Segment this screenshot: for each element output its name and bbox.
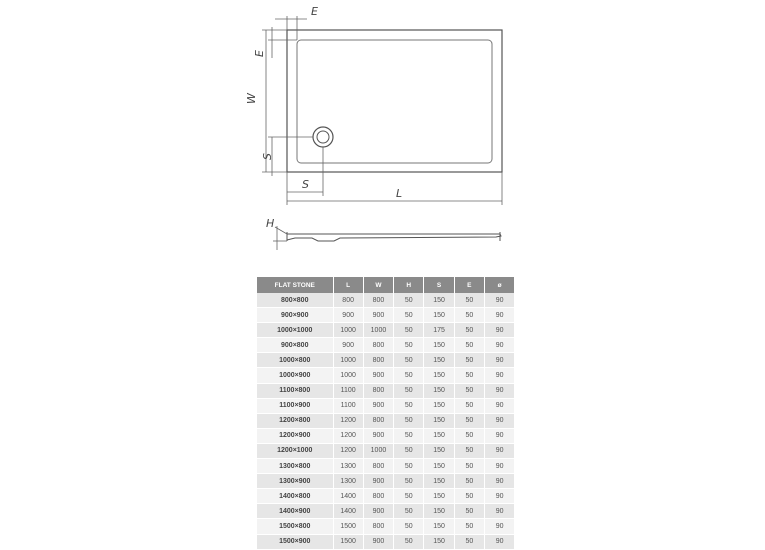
dimension-l xyxy=(287,172,502,205)
cell-model: 1100×900 xyxy=(257,398,333,413)
cell-w: 900 xyxy=(363,308,393,323)
cell-model: 1400×900 xyxy=(257,504,333,519)
table-row xyxy=(257,293,515,308)
table-row xyxy=(257,504,515,519)
dimension-s-bottom xyxy=(287,147,323,205)
cell-s: 150 xyxy=(424,293,454,308)
cell-diameter: 90 xyxy=(484,308,514,323)
cell-l: 1500 xyxy=(333,519,363,534)
cell-diameter: 90 xyxy=(484,443,514,458)
cell-h: 50 xyxy=(394,443,424,458)
cell-model: 1400×800 xyxy=(257,489,333,504)
header-w: W xyxy=(363,277,393,293)
dimension-e-top xyxy=(275,16,307,40)
cell-h: 50 xyxy=(394,383,424,398)
table-row xyxy=(257,338,515,353)
cell-w: 800 xyxy=(363,489,393,504)
cell-w: 900 xyxy=(363,534,393,549)
table-row xyxy=(257,368,515,383)
cell-h: 50 xyxy=(394,519,424,534)
cell-e: 50 xyxy=(454,534,484,549)
label-h: H xyxy=(266,217,275,230)
dimension-h xyxy=(273,226,287,250)
cell-l: 1100 xyxy=(333,383,363,398)
cell-s: 150 xyxy=(424,504,454,519)
tray-side-view xyxy=(287,232,501,241)
table-row xyxy=(257,383,515,398)
cell-l: 1000 xyxy=(333,368,363,383)
cell-h: 50 xyxy=(394,413,424,428)
cell-l: 1300 xyxy=(333,474,363,489)
cell-l: 900 xyxy=(333,308,363,323)
cell-h: 50 xyxy=(394,308,424,323)
cell-e: 50 xyxy=(454,474,484,489)
cell-model: 1100×800 xyxy=(257,383,333,398)
table-row xyxy=(257,443,515,458)
cell-h: 50 xyxy=(394,428,424,443)
cell-l: 1200 xyxy=(333,428,363,443)
tray-outer-outline xyxy=(287,30,502,172)
dimensions-table xyxy=(257,277,515,550)
cell-w: 1000 xyxy=(363,443,393,458)
cell-diameter: 90 xyxy=(484,398,514,413)
cell-l: 900 xyxy=(333,338,363,353)
cell-w: 900 xyxy=(363,428,393,443)
cell-e: 50 xyxy=(454,443,484,458)
cell-s: 150 xyxy=(424,413,454,428)
cell-model: 900×900 xyxy=(257,308,333,323)
label-w: W xyxy=(245,93,258,104)
cell-diameter: 90 xyxy=(484,519,514,534)
cell-w: 1000 xyxy=(363,323,393,338)
cell-diameter: 90 xyxy=(484,338,514,353)
cell-model: 1200×900 xyxy=(257,428,333,443)
cell-h: 50 xyxy=(394,474,424,489)
cell-l: 800 xyxy=(333,293,363,308)
label-e-side: E xyxy=(253,50,266,57)
cell-diameter: 90 xyxy=(484,489,514,504)
cell-s: 150 xyxy=(424,338,454,353)
cell-w: 800 xyxy=(363,459,393,474)
drain-inner-circle xyxy=(317,131,329,143)
cell-h: 50 xyxy=(394,459,424,474)
cell-s: 150 xyxy=(424,368,454,383)
cell-diameter: 90 xyxy=(484,504,514,519)
cell-diameter: 90 xyxy=(484,368,514,383)
cell-s: 150 xyxy=(424,428,454,443)
cell-s: 150 xyxy=(424,308,454,323)
cell-l: 1100 xyxy=(333,398,363,413)
cell-w: 900 xyxy=(363,474,393,489)
cell-l: 1500 xyxy=(333,534,363,549)
cell-w: 900 xyxy=(363,504,393,519)
label-s-side: S xyxy=(261,153,274,160)
cell-w: 800 xyxy=(363,519,393,534)
cell-w: 800 xyxy=(363,383,393,398)
header-e: E xyxy=(454,277,484,293)
cell-e: 50 xyxy=(454,459,484,474)
cell-h: 50 xyxy=(394,489,424,504)
cell-w: 900 xyxy=(363,368,393,383)
cell-model: 800×800 xyxy=(257,293,333,308)
cell-diameter: 90 xyxy=(484,428,514,443)
cell-e: 50 xyxy=(454,398,484,413)
header-h: H xyxy=(394,277,424,293)
cell-model: 1300×800 xyxy=(257,459,333,474)
cell-w: 800 xyxy=(363,293,393,308)
cell-h: 50 xyxy=(394,504,424,519)
table-row xyxy=(257,413,515,428)
label-s-bottom: S xyxy=(302,178,309,191)
table-row xyxy=(257,519,515,534)
cell-diameter: 90 xyxy=(484,413,514,428)
table-row xyxy=(257,489,515,504)
cell-e: 50 xyxy=(454,504,484,519)
table-row xyxy=(257,398,515,413)
label-l: L xyxy=(396,187,403,200)
cell-diameter: 90 xyxy=(484,353,514,368)
cell-w: 900 xyxy=(363,398,393,413)
header-model: FLAT STONE xyxy=(257,277,333,293)
cell-diameter: 90 xyxy=(484,534,514,549)
cell-diameter: 90 xyxy=(484,323,514,338)
cell-l: 1400 xyxy=(333,489,363,504)
cell-e: 50 xyxy=(454,353,484,368)
cell-s: 150 xyxy=(424,534,454,549)
cell-s: 150 xyxy=(424,474,454,489)
cell-e: 50 xyxy=(454,413,484,428)
table-row xyxy=(257,353,515,368)
cell-model: 1000×1000 xyxy=(257,323,333,338)
cell-l: 1000 xyxy=(333,353,363,368)
header-l: L xyxy=(333,277,363,293)
cell-h: 50 xyxy=(394,353,424,368)
table-header-row xyxy=(257,277,515,293)
cell-model: 1300×900 xyxy=(257,474,333,489)
cell-diameter: 90 xyxy=(484,293,514,308)
cell-model: 1200×1000 xyxy=(257,443,333,458)
cell-model: 900×800 xyxy=(257,338,333,353)
cell-s: 175 xyxy=(424,323,454,338)
cell-e: 50 xyxy=(454,323,484,338)
cell-w: 800 xyxy=(363,413,393,428)
cell-s: 150 xyxy=(424,443,454,458)
cell-e: 50 xyxy=(454,293,484,308)
drain-outer-circle xyxy=(313,127,333,147)
cell-h: 50 xyxy=(394,534,424,549)
cell-h: 50 xyxy=(394,293,424,308)
cell-e: 50 xyxy=(454,308,484,323)
cell-diameter: 90 xyxy=(484,383,514,398)
cell-e: 50 xyxy=(454,338,484,353)
table-row xyxy=(257,323,515,338)
cell-w: 800 xyxy=(363,338,393,353)
cell-l: 1000 xyxy=(333,323,363,338)
cell-l: 1400 xyxy=(333,504,363,519)
cell-e: 50 xyxy=(454,489,484,504)
cell-s: 150 xyxy=(424,489,454,504)
cell-h: 50 xyxy=(394,323,424,338)
cell-l: 1200 xyxy=(333,443,363,458)
cell-e: 50 xyxy=(454,428,484,443)
cell-model: 1500×900 xyxy=(257,534,333,549)
cell-l: 1300 xyxy=(333,459,363,474)
shower-tray-drawing xyxy=(0,0,765,270)
table-row xyxy=(257,534,515,549)
label-e-top: E xyxy=(311,5,318,18)
cell-model: 1000×900 xyxy=(257,368,333,383)
cell-model: 1500×800 xyxy=(257,519,333,534)
cell-h: 50 xyxy=(394,338,424,353)
cell-h: 50 xyxy=(394,368,424,383)
cell-s: 150 xyxy=(424,398,454,413)
cell-h: 50 xyxy=(394,398,424,413)
header-diameter: ø xyxy=(484,277,514,293)
cell-s: 150 xyxy=(424,353,454,368)
table-row xyxy=(257,459,515,474)
cell-l: 1200 xyxy=(333,413,363,428)
table-body xyxy=(257,293,515,549)
cell-s: 150 xyxy=(424,459,454,474)
cell-diameter: 90 xyxy=(484,474,514,489)
cell-w: 800 xyxy=(363,353,393,368)
cell-e: 50 xyxy=(454,368,484,383)
cell-e: 50 xyxy=(454,519,484,534)
table-row xyxy=(257,308,515,323)
cell-s: 150 xyxy=(424,383,454,398)
cell-e: 50 xyxy=(454,383,484,398)
table-row xyxy=(257,474,515,489)
tray-inner-outline xyxy=(297,40,492,163)
cell-s: 150 xyxy=(424,519,454,534)
header-s: S xyxy=(424,277,454,293)
table-row xyxy=(257,428,515,443)
cell-diameter: 90 xyxy=(484,459,514,474)
cell-model: 1000×800 xyxy=(257,353,333,368)
cell-model: 1200×800 xyxy=(257,413,333,428)
